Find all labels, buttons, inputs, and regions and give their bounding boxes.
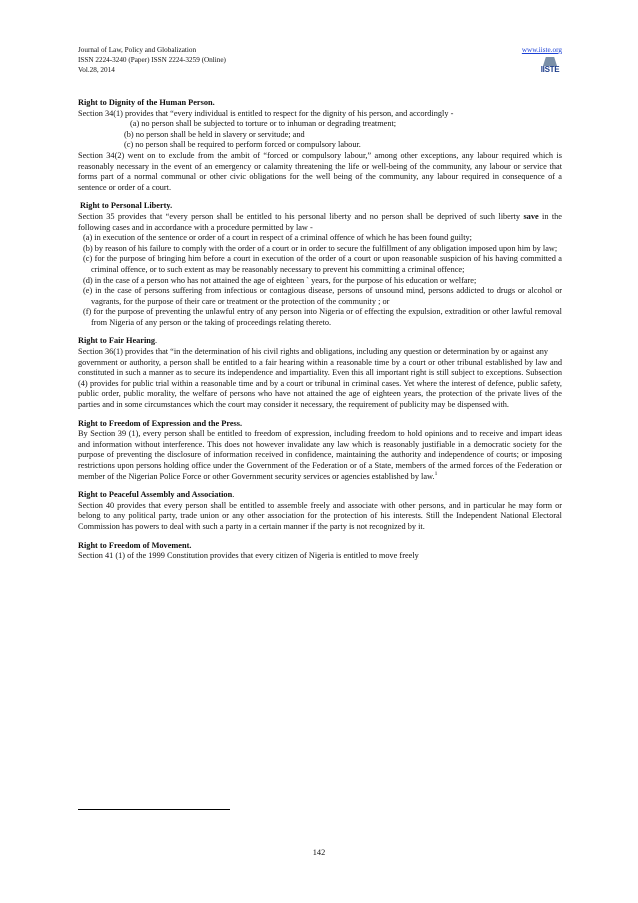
list-item: (b) no person shall be held in slavery or servitude; and (124, 129, 305, 139)
heading-expression: Right to Freedom of Expression and the Press. (78, 418, 243, 428)
heading-assembly: Right to Peaceful Assembly and Association. (78, 490, 235, 500)
paragraph: Section 34(1) provides that “every individual is entitled to respect for the dignity of his person, and accordingly - (78, 108, 454, 118)
heading-liberty: Right to Personal Liberty. (80, 201, 173, 211)
list-item: (d) in the case of a person who has not attained the age of eighteen ` years, for the purpose of his education or welfare; (83, 275, 477, 285)
paragraph: Section 36(1) provides that “in the determination of his civil rights and obligations, including any question or determination by or against any (78, 347, 549, 357)
journal-volume: Vol.28, 2014 (78, 66, 115, 74)
list-item: (c) no person shall be required to perform forced or compulsory labour. (124, 140, 361, 150)
list-item: (c) for the purpose of bringing him before a court in execution of the order of a court or upon reasonable suspicion of his having committed a criminal offence, or to such extent as may be reasonably necessary to prevent his committing a criminal offence; (83, 254, 562, 274)
list-item: (b) by reason of his failure to comply with the order of a court or in order to secure the fulfillment of any obligation imposed upon him by law; (83, 243, 558, 253)
paragraph: Section 40 provides that every person shall be entitled to assemble freely and associate with other persons, and in particular he may form or belong to any political party, trade union or any other association for the protection of his interests. Still the Independent National Electoral Commission has powers to deal with such a party in a certain manner if the party is not recognized by it. (78, 500, 562, 531)
list-item: (e) in the case of persons suffering from infectious or contagious disease, persons of unsound mind, persons addicted to drugs or alcohol or vagrants, for the purpose of their care or treatment or the protection of the community ; or (83, 286, 562, 306)
footnote-divider (78, 809, 230, 810)
heading-hearing: Right to Fair Hearing. (78, 336, 158, 346)
paragraph: government or authority, a person shall be entitled to a fair hearing within a reasonable time by a court or other tribunal established by law and constituted in such a manner as to secure its independence and impartiality. Even this all important right is still subject to exceptions. Subsection (4) provides for public trial within a reasonable time and by a court or tribunal in criminal cases. Yet where the interest of defence, public safety, public order, public morality, the welfare of persons who have not attained the age of eighteen years, the protection of the private lives of the parties and in some circumstances which the court may consider it necessary, the requirement of publicity may be dispensed with. (78, 357, 562, 410)
heading-dignity: Right to Dignity of the Human Person. (78, 98, 215, 107)
journal-issn: ISSN 2224-3240 (Paper) ISSN 2224-3259 (Online) (78, 56, 226, 64)
list-item: (f) for the purpose of preventing the unlawful entry of any person into Nigeria or of effecting the expulsion, extradition or other lawful removal from Nigeria of any person or the taking of proceedings relating thereto. (83, 307, 562, 327)
running-header (78, 45, 562, 85)
article-body (78, 98, 562, 562)
logo-text: IISTE (540, 65, 560, 74)
list-item: (a) in execution of the sentence or order of a court in respect of a criminal offence of which he has been found guilty; (83, 233, 472, 243)
paragraph: Section 41 (1) of the 1999 Constitution provides that every citizen of Nigeria is entitled to move freely (78, 551, 419, 561)
footnote-reference[interactable]: 1 (434, 470, 438, 477)
iiste-logo-icon (540, 57, 560, 77)
journal-info (78, 45, 562, 75)
journal-title: Journal of Law, Policy and Globalization (78, 46, 197, 54)
paragraph: By Section 39 (1), every person shall be entitled to freedom of expression, including freedom to hold opinions and to receive and impart ideas and information without interference. This does not however invalidate any law which is reasonably justifiable in a democratic society for the purpose of preventing the disclosure of information received in confidence, maintaining the authority and independence of courts; or imposing restrictions upon persons holding office under the Government of the Federation or of a State, members of the armed forces of the Federation or member of the Nigerian Police Force or other Government security services or agencies established by law.$^1$ (78, 429, 562, 481)
journal-website-link[interactable]: www.iiste.org (521, 46, 562, 54)
paragraph: Section 35 provides that “every person shall be entitled to his personal liberty and no person shall be deprived of such liberty save in the following cases and in accordance with a procedure permitted by law - (78, 211, 562, 232)
list-item: (a) no person shall be subjected to torture or to inhuman or degrading treatment; (130, 119, 397, 129)
heading-movement: Right to Freedom of Movement. (78, 540, 192, 550)
page-number: 142 (312, 848, 326, 857)
paragraph: Section 34(2) went on to exclude from the ambit of “forced or compulsory labour,” among other exceptions, any labour required which is reasonably necessary in the event of an emergency or calamity threatening the life or well-being of the community, any labour or service that forms part of a normal communal or other civic obligations for the well being of the community, any labour required in consequence of a sentence or order of a court. (78, 150, 562, 192)
